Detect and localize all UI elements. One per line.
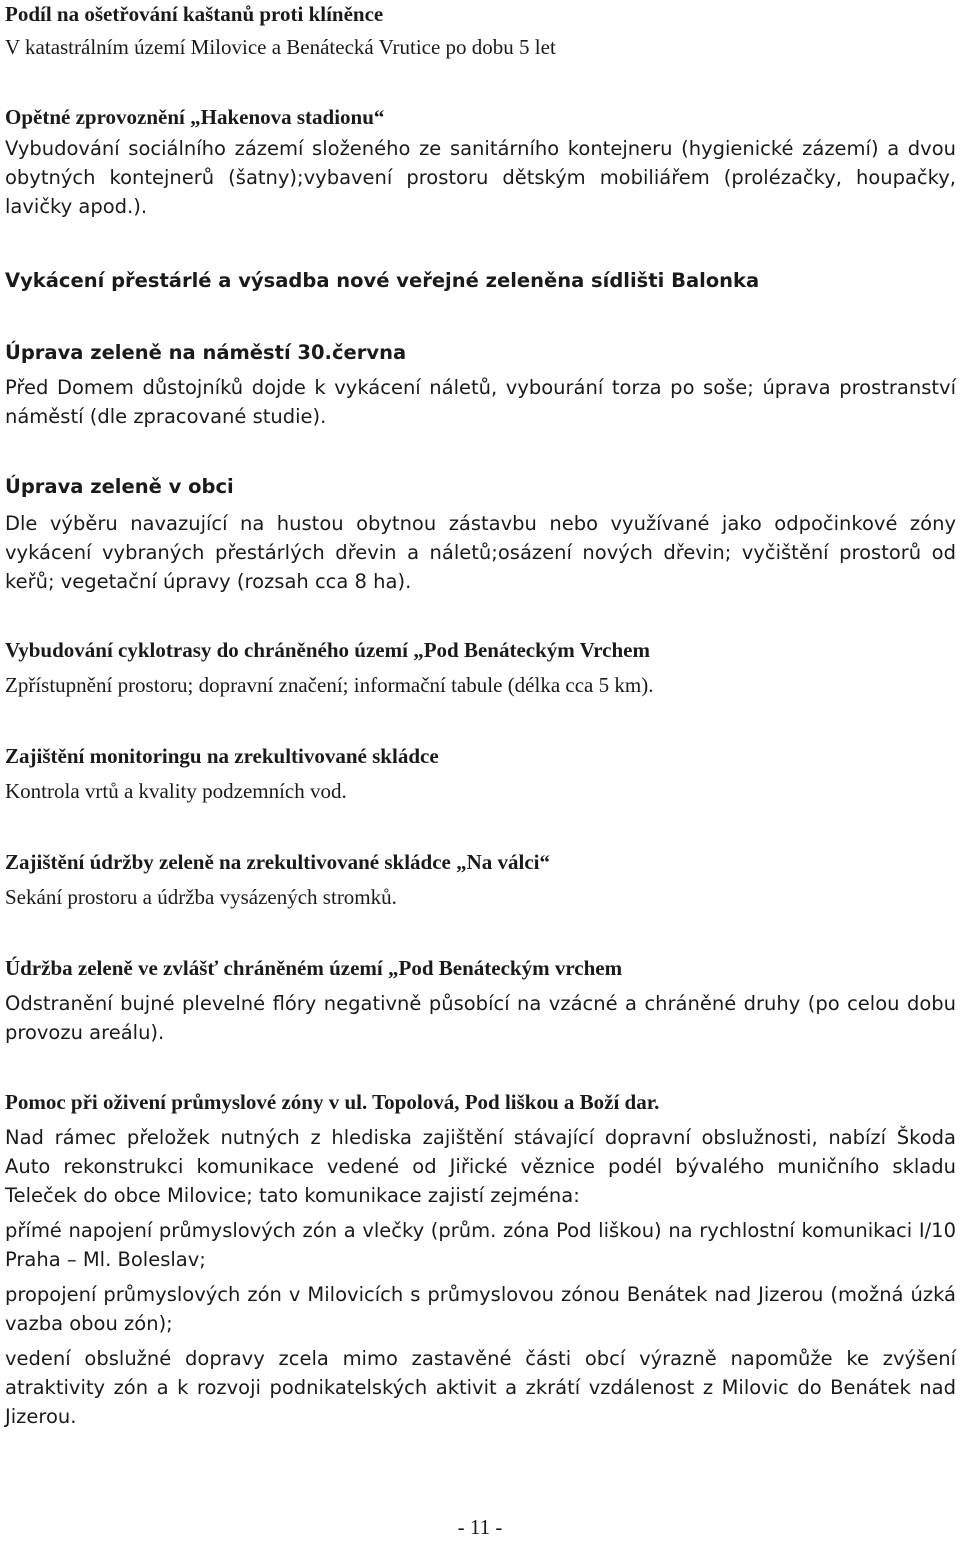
section-text: Sekání prostoru a údržba vysázených stromků. (5, 885, 397, 909)
section-text: Před Domem důstojníků dojde k vykácení náletů, vybourání torza po soše; úprava prostranství náměstí (dle zpracované studie). (5, 376, 956, 428)
section-text: V katastrálním území Milovice a Benátecká Vrutice po dobu 5 let (5, 35, 556, 59)
section-hakenova-stadion (5, 103, 956, 221)
section-heading: Zajištění monitoringu na zrekultivované skládce (5, 744, 439, 768)
list-item: propojení průmyslových zón v Milovicích s průmyslovou zónou Benátek nad Jizerou (možná úzká vazba obou zón); (5, 1283, 956, 1335)
section-cyklotrasa (5, 636, 956, 700)
list-item: vedení obslužné dopravy zcela mimo zastavěné části obcí výrazně napomůže ke zvýšení atraktivity zón a k rozvoji podnikatelských aktivit a zkrátí vzdálenost z Milovic do Benátek nad Jizerou. (5, 1347, 956, 1428)
section-udrzba-na-valci (5, 848, 956, 912)
section-heading: Úprava zeleně v obci (5, 475, 234, 498)
section-heading: Úprava zeleně na náměstí 30.června (5, 341, 407, 364)
section-text: Vybudování sociálního zázemí složeného ze sanitárního kontejneru (hygienické zázemí) a dvou obytných kontejnerů (šatny);vybavení prostoru dětským mobiliářem (prolézačky, houpačky, lavičky apod.). (5, 137, 956, 218)
section-text: Odstranění bujné plevelné flóry negativně působící na vzácné a chráněné druhy (po celou dobu provozu areálu). (5, 992, 956, 1044)
section-heading: Údržba zeleně ve zvlášť chráněném území „Pod Benáteckým vrchem (5, 956, 623, 980)
section-heading: Vybudování cyklotrasy do chráněného území „Pod Benáteckým Vrchem (5, 638, 650, 662)
section-zelen-v-obci (5, 472, 956, 596)
section-heading: Vykácení přestárlé a výsadba nové veřejné zeleněna sídlišti Balonka (5, 269, 760, 292)
section-text: Zpřístupnění prostoru; dopravní značení; informační tabule (délka cca 5 km). (5, 673, 654, 697)
section-heading: Zajištění údržby zeleně na zrekultivované skládce „Na válci“ (5, 850, 551, 874)
section-text: Nad rámec přeložek nutných z hlediska zajištění stávající dopravní obslužnosti, nabízí Škoda Auto rekonstrukci komunikace vedené od Jiřické věznice podél bývalého muničního skladu Teleček do obce Milovice; tato komunikace zajistí zejména: (5, 1126, 956, 1207)
section-heading: Pomoc při oživení průmyslové zóny v ul. Topolová, Pod liškou a Boží dar. (5, 1090, 660, 1114)
section-udrzba-chranene-uzemi (5, 954, 956, 1047)
section-text: Dle výběru navazující na hustou obytnou zástavbu nebo využívané jako odpočinkové zóny vykácení vybraných přestárlých dřevin a náletů;osázení nových dřevin; vyčištění prostorů od keřů; vegetační úpravy (rozsah cca 8 ha). (5, 512, 956, 593)
page-number: - 11 - (457, 1515, 503, 1539)
list-item: přímé napojení průmyslových zón a vlečky (prům. zóna Pod liškou) na rychlostní komunikaci I/10 Praha – Ml. Boleslav; (5, 1219, 956, 1271)
section-prumyslova-zona (5, 1088, 956, 1431)
section-heading: Podíl na ošetřování kaštanů proti klíněnce (5, 2, 384, 26)
section-text: Kontrola vrtů a kvality podzemních vod. (5, 779, 347, 803)
section-balonka (5, 266, 956, 295)
section-monitoring (5, 742, 956, 806)
section-kastany (5, 0, 956, 62)
section-heading: Opětné zprovoznění „Hakenova stadionu“ (5, 105, 385, 129)
section-namesti (5, 338, 956, 431)
